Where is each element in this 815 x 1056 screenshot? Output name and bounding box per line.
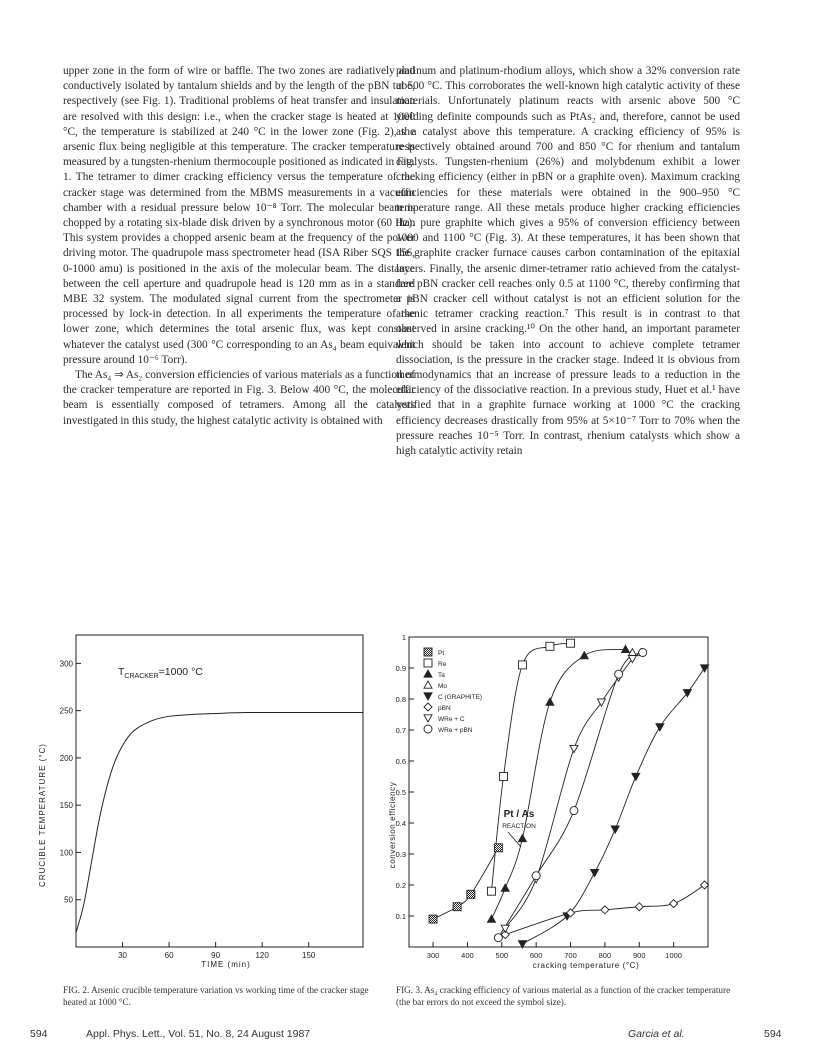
x-tick-label: 700 [564,951,577,960]
legend-label: WRe + pBN [438,727,473,734]
legend-label: pBN [438,705,451,712]
temperature-curve [76,712,363,932]
fig3-y-axis-label: conversion efficiency [388,781,397,869]
data-point [670,900,678,908]
y-tick-label: 200 [59,753,73,763]
legend-marker [424,681,432,688]
series-curve [505,659,632,929]
fig3-chart [383,625,713,980]
right-text-column [396,64,740,459]
data-point [628,656,636,663]
page-number: 594 [30,1028,48,1040]
fig3-annotation-title: Pt / As [503,809,535,820]
x-tick-label: 120 [255,951,269,960]
legend-marker [424,693,432,700]
y-tick-label: 0.7 [395,726,406,735]
data-point [546,698,554,705]
y-tick-label: 0.5 [395,788,406,797]
data-point [467,890,475,898]
series-curve [498,653,642,938]
legend-marker [424,703,432,711]
x-tick-label: 400 [461,951,474,960]
data-point [601,906,609,914]
data-point [701,881,709,889]
fig3-annotation-subtitle: REACTION [502,823,536,830]
author-line: Garcia et al. [628,1028,685,1040]
x-tick-label: 300 [426,951,440,960]
fig2-plot-frame [76,635,363,947]
fig3-legend [424,648,482,734]
paragraph: platinum and platinum-rhodium alloys, which show a 32% conversion rate at 500 °C. This corroborates the well-known high catalytic activity of these materials. Unfortunately platinum reacts with arsenic above 500 °C yielding definite compounds such as PtAs₂ and, therefore, cannot be used as a catalyst above this temperature. A cracking efficiency of 95% is respectively obtained around 700 and 850 °C for rhenium and tantalum catalysts. Tungsten-rhenium (26%) and molybdenum exhibit a lower cracking efficiency (either in pBN or a graphite oven). Maximum cracking efficiencies for these materials were obtained in the 900–950 °C temperature range. All these metals produce higher cracking efficiencies than pure graphite which gives a 95% of conversion efficiency between 1000 and 1100 °C (Fig. 3). At these temperatures, it has been shown that the graphite cracker furnace causes carbon contamination of the epitaxial layers. Finally, the arsenic dimer-tetramer ratio achieved from the catalyst-free pBN cracker cell reaches only 0.5 at 1100 °C, thereby confirming that a pBN cracker cell without catalyst is not an efficient solution for the arsenic tetramer cracking reaction.⁷ This result is in contrast to that observed in arsine cracking.¹⁰ On the other hand, an important parameter which should be taken into account to achieve complete tetramer dissociation, is the pressure in the cracker stage. Indeed it is obvious from thermodynamics that an increase of pressure leads to a reduction in the efficiency of the dissociative reaction. In a previous study, Huet et al.¹ have verified that in a graphite furnace working at 1000 °C the cracking efficiency decreases drastically from 95% at 5×10⁻⁷ Torr to 70% when the pressure reaches 10⁻⁵ Torr. In contrast, rhenium catalysts which show a high catalytic activity retain [396,65,740,458]
series-curve [491,649,625,919]
data-point [611,826,619,833]
legend-label: Mo [438,683,448,690]
legend-marker [424,648,432,656]
x-tick-label: 900 [633,951,646,960]
fig2-x-axis-label: TIME (min) [201,960,251,969]
figure-2 [36,625,376,980]
data-point [570,745,578,752]
series-curve [433,848,498,919]
annotation-arrow [508,832,521,847]
legend-marker [424,659,432,667]
x-tick-label: 600 [529,951,543,960]
x-tick-label: 800 [598,951,612,960]
fig3-caption: FIG. 3. As₄ cracking efficiency of various material as a function of the cracker temperature (the bar errors do not exceed the symbol size). [396,985,731,1007]
legend-marker [424,715,432,722]
y-tick-label: 100 [59,848,73,858]
data-point [597,699,605,706]
fig3-plot-frame [409,637,708,947]
legend-marker [424,725,432,733]
legend-label: WRe + C [438,716,465,723]
fig2-caption: FIG. 2. Arsenic crucible temperature variation vs working time of the cracker stage heated at 1000 °C. [63,985,369,1007]
data-point [494,844,502,852]
legend-label: Re [438,661,447,668]
y-tick-label: 0.2 [395,881,406,890]
legend-label: Ta [438,672,445,679]
x-tick-label: 500 [495,951,509,960]
fig2-chart [36,625,376,980]
page-number: 594 [764,1028,782,1040]
data-point [500,773,508,781]
data-point [622,645,630,652]
journal-citation: Appl. Phys. Lett., Vol. 51, No. 8, 24 August 1987 [86,1028,311,1040]
data-point [453,903,461,911]
y-tick-label: 0.8 [395,695,406,704]
data-point [494,934,502,942]
paragraph: The As₄ ⇒ As₂ conversion efficiencies of various materials as a function of the cracker temperature are reported in Fig. 3. Below 400 °C, the molecular beam is essentially composed of tetramers. Among all the catalysts investigated in this study, the highest catalytic activity is obtained with [63,369,415,427]
y-tick-label: 250 [59,706,73,716]
left-text-column [63,64,415,429]
data-point [639,649,647,657]
y-tick-label: 0.6 [395,757,406,766]
fig2-annotation: $T_{CRACKER}=1000$ °C [118,666,203,680]
y-tick-label: 150 [59,801,73,811]
data-point [615,670,623,678]
data-point [656,724,664,731]
y-tick-label: 0.3 [395,850,406,859]
figure-3 [383,625,713,980]
y-tick-label: 0.9 [395,664,406,673]
x-tick-label: 150 [302,951,316,960]
fig3-x-axis-label: cracking temperature (°C) [532,961,640,970]
fig2-y-axis-label: CRUCIBLE TEMPERATURE (°C) [38,743,47,887]
x-tick-label: 30 [118,951,127,960]
x-tick-label: 1000 [665,951,682,960]
data-point [701,665,709,672]
data-point [487,915,495,922]
data-point [580,652,588,659]
page-footer [30,1028,785,1042]
x-tick-label: 60 [164,951,174,960]
y-tick-label: 0.1 [395,912,406,921]
data-point [501,884,509,891]
data-point [635,903,643,911]
series-curve [491,643,570,891]
data-point [570,807,578,815]
data-point [487,887,495,895]
data-point [429,915,437,923]
legend-marker [424,670,432,677]
data-point [591,869,599,876]
data-point [532,872,540,880]
paragraph: upper zone in the form of wire or baffle. The two zones are radiatively and conductively isolated by tantalum shields and by the length of the pBN tube, respectively (see Fig. 1). Traditional problems of heat transfer and insulation are resolved with this design: i.e., when the cracker stage is heated at 1000 °C, the temperature is stabilized at 240 °C in the lower zone (Fig. 2), the arsenic flux being negligible at this temperature. The cracker temperature is measured by a tungsten-rhenium thermocouple positioned as indicated in Fig. 1. The tetramer to dimer cracking efficiency versus the temperature of the cracker stage was determined from the MBMS measurements in a vacuum chamber with a residual pressure below 10⁻⁸ Torr. The molecular beam is chopped by a rotating six-blade disk driven by a synchronous motor (60 Hz). This system provides a chopped arsenic beam at the frequency of the power driving motor. The quadrupole mass spectrometer head (ISA Riber SQS 156, 0-1000 amu) is positioned in the axis of the molecular beam. The distance between the cell aperture and quadrupole head is 120 mm as in a standard MBE 32 system. The modulated signal current from the spectrometer is processed by lock-in detection. In all experiments the temperature of the lower zone, which determines the total arsenic flux, was kept constant whatever the catalyst used (300 °C corresponding to an As₄ beam equivalent pressure around 10⁻⁶ Torr). [63,65,415,366]
y-tick-label: 300 [59,659,73,669]
data-point [518,661,526,669]
data-point [632,773,640,780]
legend-label: C (GRAPHITE) [438,694,483,701]
x-tick-label: 90 [211,951,221,960]
legend-label: Pt [438,650,445,657]
y-tick-label: 50 [64,895,73,905]
data-point [567,639,575,647]
y-tick-label: 0.4 [395,819,406,828]
data-point [546,642,554,650]
y-tick-label: 1 [401,633,406,642]
data-point [518,835,526,842]
